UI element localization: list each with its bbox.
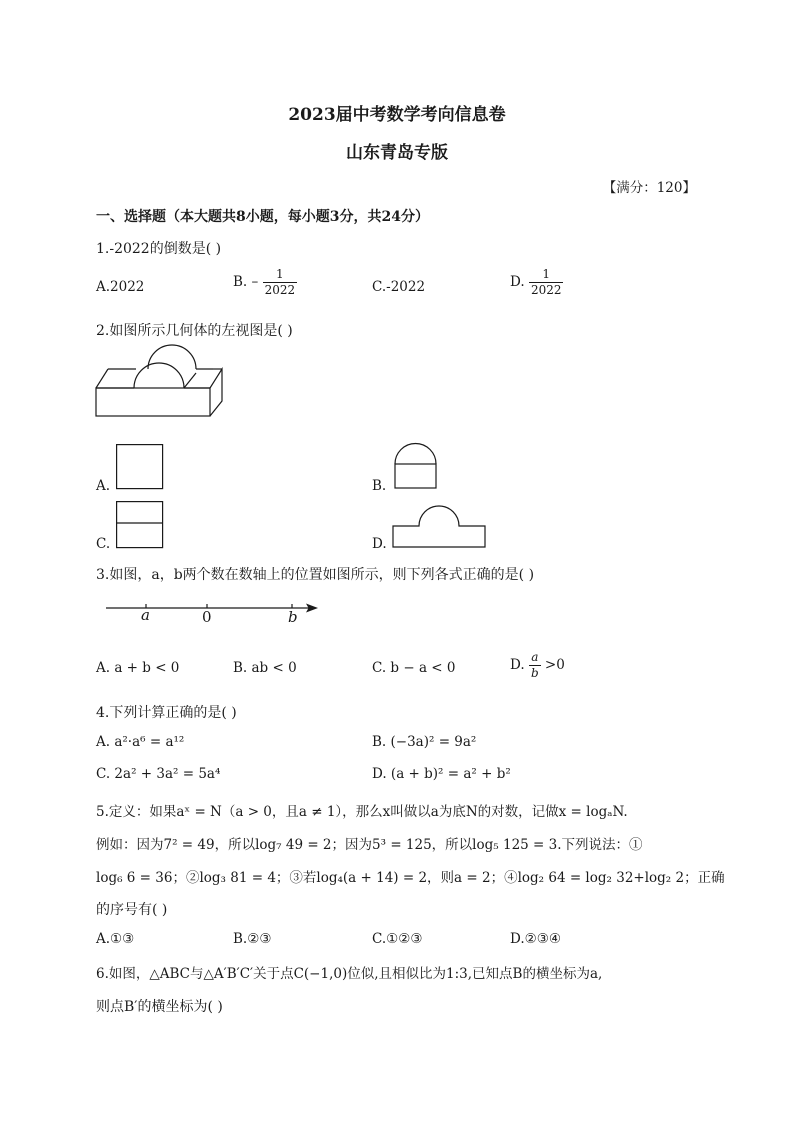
q1-option-b xyxy=(233,267,297,298)
q3-option-d-num: a xyxy=(529,650,541,666)
q5-option-c: C.①②③ xyxy=(372,931,423,947)
q1-option-b-num: 1 xyxy=(263,267,298,283)
q1-option-d xyxy=(510,267,563,298)
q5-line-3: log₆ 6 = 36；②log₃ 81 = 4；③若log₄(a + 14) = 2，则a = 2；④log₂ 64 = log₂ 32+log₂ 2；正确 xyxy=(96,870,725,886)
q3-axis-label-b: b xyxy=(288,608,298,626)
q3-axis-label-zero: 0 xyxy=(202,608,212,626)
q1-stem: 1.-2022的倒数是( ) xyxy=(96,241,222,257)
q3-axis-label-a: a xyxy=(141,606,150,624)
q4-option-c: C. 2a² + 3a² = 5a⁴ xyxy=(96,766,221,782)
q4-option-a: A. a²·a⁶ = a¹² xyxy=(96,734,185,750)
q1-option-a: A.2022 xyxy=(96,279,145,295)
q3-option-d-suffix: >0 xyxy=(544,657,565,673)
q5-line-2: 例如：因为7² = 49，所以log₇ 49 = 2；因为5³ = 125，所以log₅ 125 = 3.下列说法：① xyxy=(96,837,643,853)
q2-option-b-figure xyxy=(394,443,438,489)
q2-option-b: B. xyxy=(372,478,387,494)
q2-option-a: A. xyxy=(96,478,111,494)
q5-line-1: 5.定义：如果aˣ = N（a > 0，且a ≠ 1），那么x叫做以a为底N的对数，记做x = logₐN. xyxy=(96,804,628,820)
q2-stem: 2.如图所示几何体的左视图是( ) xyxy=(96,323,293,339)
full-score: 【满分：120】 xyxy=(602,180,696,196)
q5-option-a: A.①③ xyxy=(96,931,135,947)
q1-option-b-fraction xyxy=(263,267,298,298)
q5-line-4: 的序号有( ) xyxy=(96,902,168,918)
q6-line-2: 则点B′的横坐标为( ) xyxy=(96,999,223,1015)
q2-option-d-figure xyxy=(392,504,488,550)
paper-subtitle: 山东青岛专版 xyxy=(346,143,448,163)
q1-option-d-fraction xyxy=(529,267,564,298)
q4-stem: 4.下列计算正确的是( ) xyxy=(96,705,237,721)
q3-option-c: C. b − a < 0 xyxy=(372,660,456,676)
q4-option-b: B. (−3a)² = 9a² xyxy=(372,734,477,750)
q1-option-d-prefix: D. xyxy=(510,274,525,290)
q3-option-d xyxy=(510,650,565,681)
q2-option-c-figure xyxy=(116,501,164,549)
q3-option-a: A. a + b < 0 xyxy=(96,660,180,676)
q3-option-d-fraction xyxy=(529,650,541,681)
q3-option-d-den: b xyxy=(530,666,539,680)
q1-option-b-prefix: B. – xyxy=(233,274,259,290)
q2-solid-figure xyxy=(90,343,230,423)
q1-option-c: C.-2022 xyxy=(372,279,426,295)
q3-option-d-prefix: D. xyxy=(510,657,525,673)
q1-option-b-den: 2022 xyxy=(264,283,296,297)
q5-option-b: B.②③ xyxy=(233,931,272,947)
q6-line-1: 6.如图，△ABC与△A′B′C′关于点C(−1,0)位似,且相似比为1:3,已知点B的横坐标为a, xyxy=(96,966,603,982)
section-heading: 一、选择题（本大题共8小题，每小题3分，共24分） xyxy=(96,209,429,225)
q2-option-c: C. xyxy=(96,536,111,552)
q2-option-d: D. xyxy=(372,536,387,552)
paper-title: 2023届中考数学考向信息卷 xyxy=(288,105,506,125)
q4-option-d: D. (a + b)² = a² + b² xyxy=(372,766,511,782)
q1-option-d-den: 2022 xyxy=(530,283,562,297)
q2-option-a-figure xyxy=(116,444,164,490)
q5-option-d: D.②③④ xyxy=(510,931,561,947)
q1-option-d-num: 1 xyxy=(529,267,564,283)
q3-stem: 3.如图，a，b两个数在数轴上的位置如图所示，则下列各式正确的是( ) xyxy=(96,567,535,583)
q3-option-b: B. ab < 0 xyxy=(233,660,297,676)
